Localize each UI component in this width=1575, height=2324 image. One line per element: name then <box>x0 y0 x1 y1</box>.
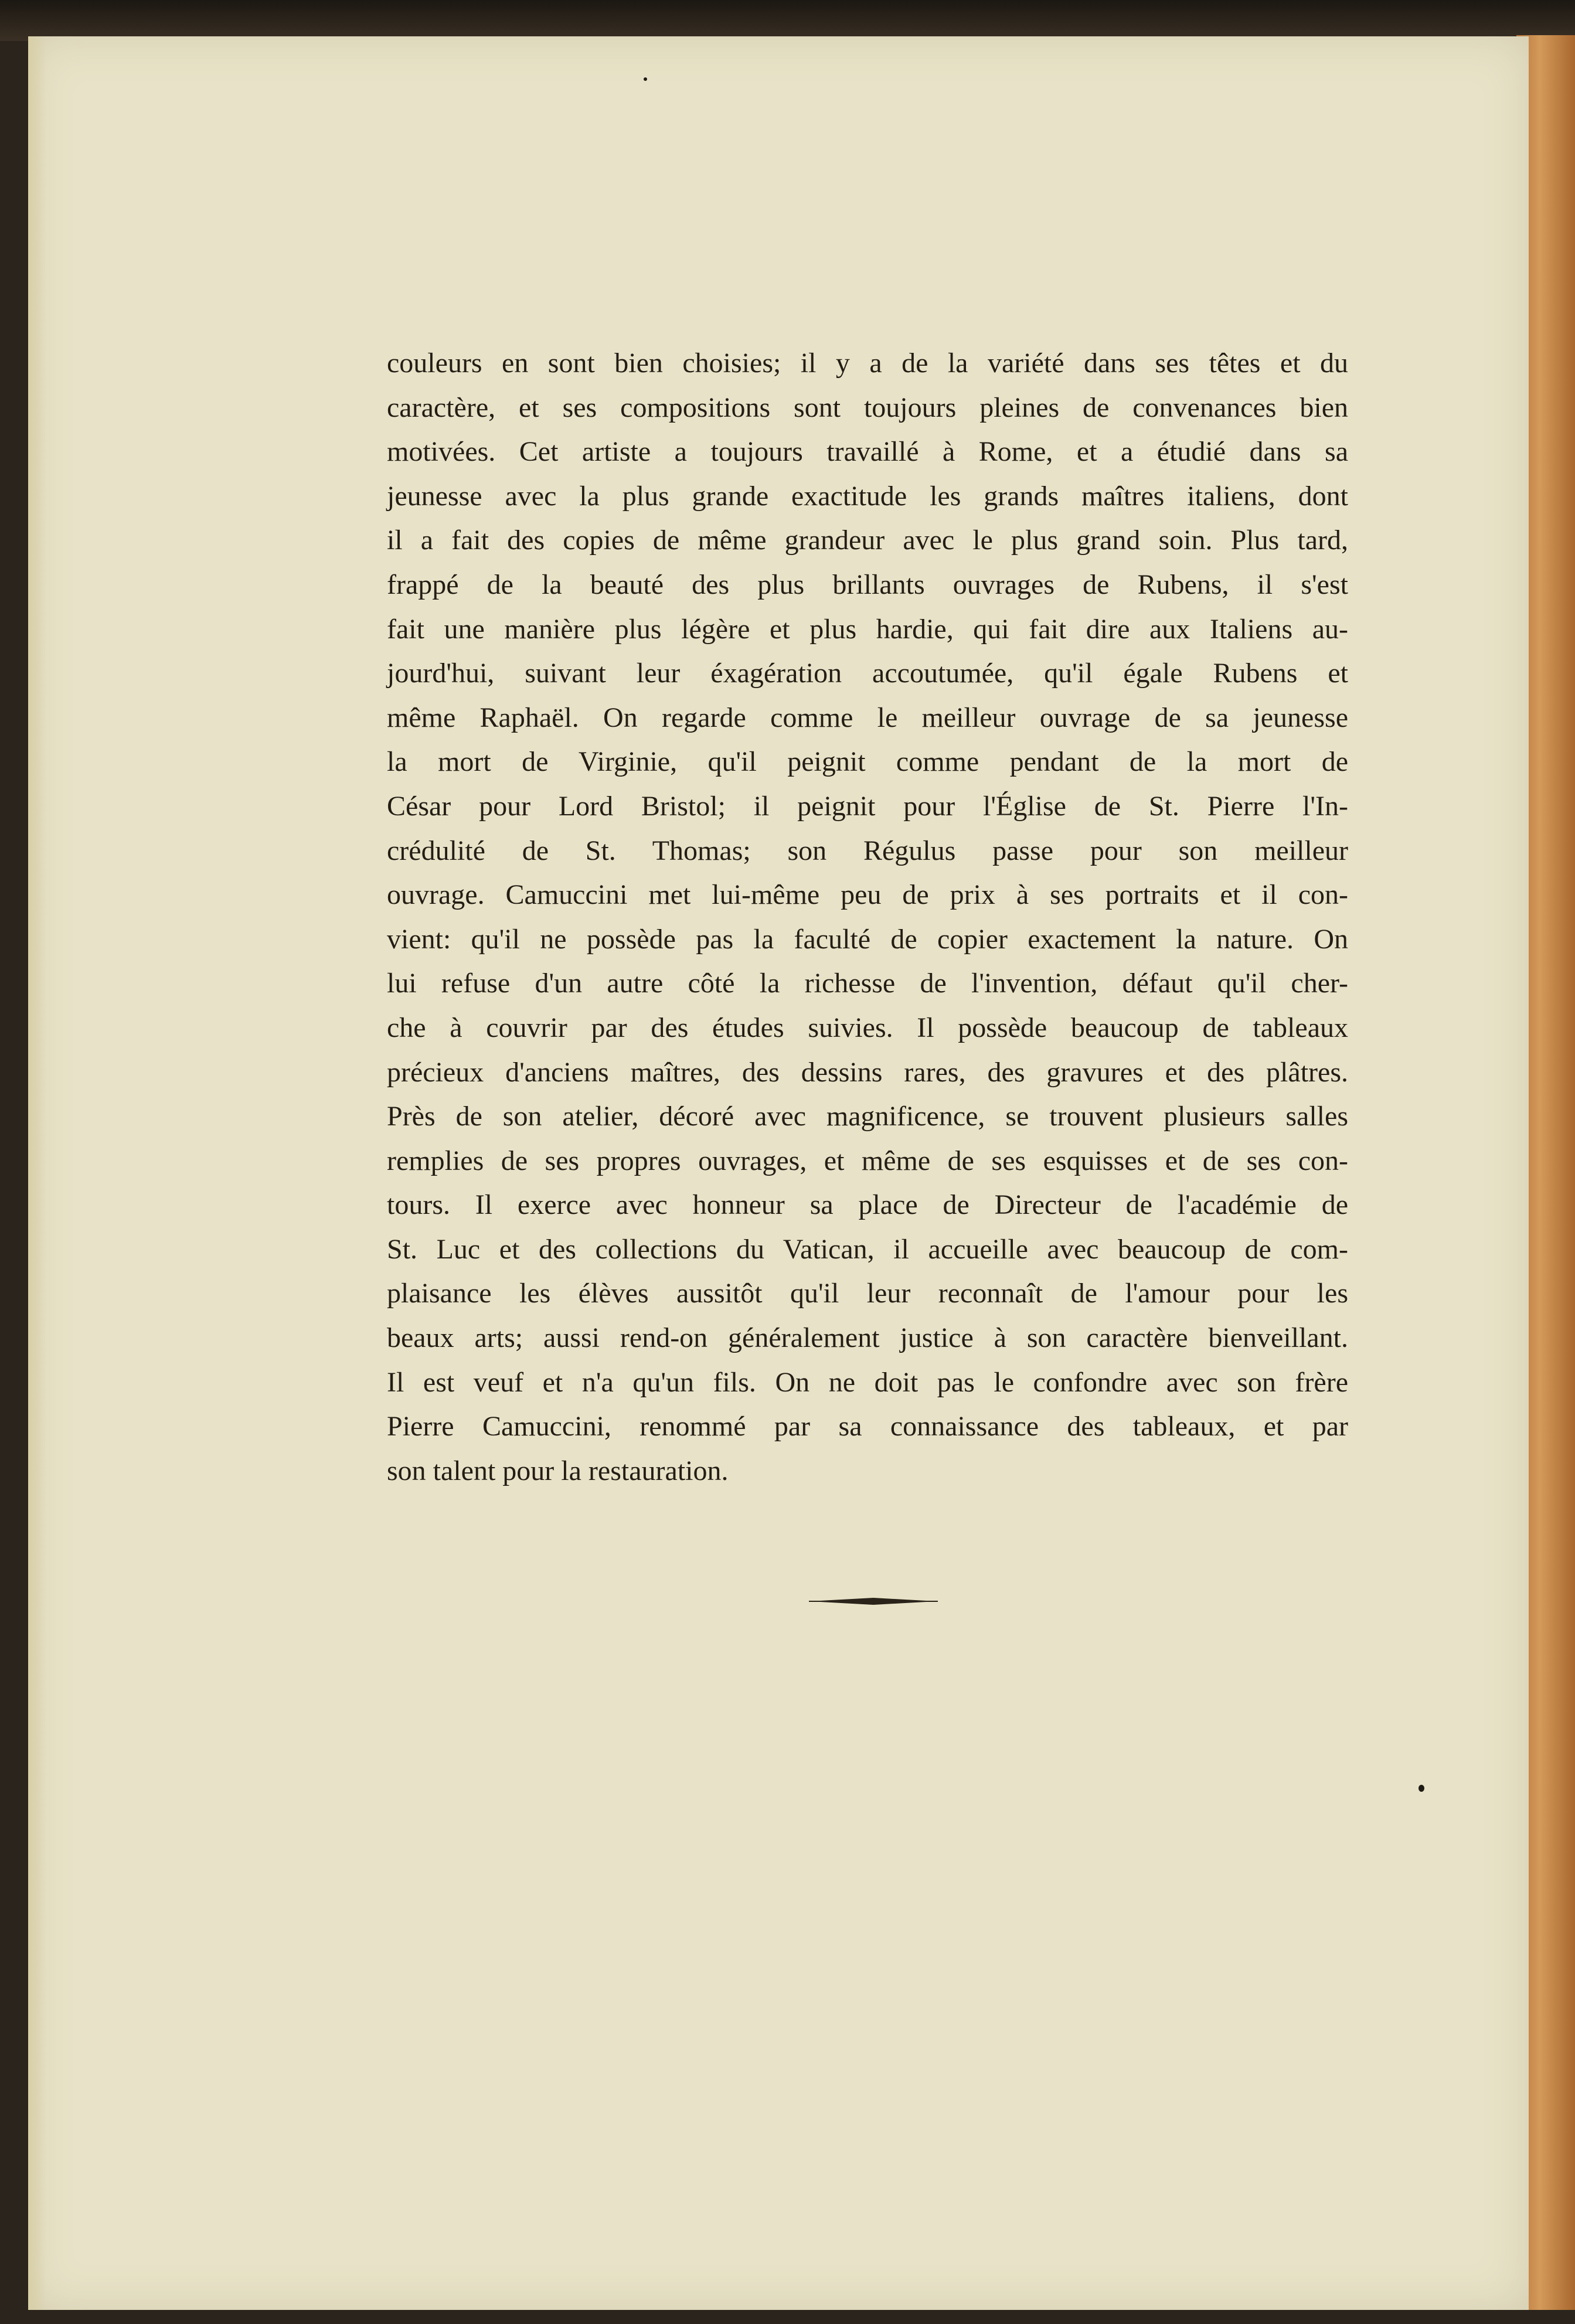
text-line: crédulité de St. Thomas; son Régulus passe pour son meilleur <box>387 835 1348 866</box>
text-line: César pour Lord Bristol; il peignit pour l'Église de St. Pierre l'In- <box>387 790 1348 822</box>
text-line: la mort de Virginie, qu'il peignit comme pendant de la mort de <box>387 746 1348 778</box>
text-line: fait une manière plus légère et plus hardie, qui fait dire aux Italiens au- <box>387 613 1348 645</box>
scan-bottom <box>0 2310 1575 2324</box>
text-line-final: son talent pour la restauration. <box>387 1455 729 1486</box>
ink-speck <box>1418 1785 1424 1792</box>
text-line: couleurs en sont bien choisies; il y a de la variété dans ses têtes et du <box>387 348 1348 379</box>
text-line: tours. Il exerce avec honneur sa place de Directeur de l'académie de <box>387 1189 1348 1221</box>
text-line: précieux d'anciens maîtres, des dessins rares, des gravures et des plâtres. <box>387 1056 1348 1088</box>
text-line: même Raphaël. On regarde comme le meilleur ouvrage de sa jeunesse <box>387 702 1348 733</box>
text-line: ouvrage. Camuccini met lui-même peu de prix à ses portraits et il con- <box>387 879 1348 911</box>
tail-piece-rule-icon <box>809 1594 938 1608</box>
text-line: lui refuse d'un autre côté la richesse de l'invention, défaut qu'il cher- <box>387 968 1348 999</box>
text-line: Pierre Camuccini, renommé par sa connaissance des tableaux, et par <box>387 1411 1348 1442</box>
text-line: plaisance les élèves aussitôt qu'il leur reconnaît de l'amour pour les <box>387 1278 1348 1309</box>
text-line: Près de son atelier, décoré avec magnificence, se trouvent plusieurs salles <box>387 1101 1348 1132</box>
text-line: frappé de la beauté des plus brillants ouvrages de Rubens, il s'est <box>387 569 1348 600</box>
text-line: il a fait des copies de même grandeur avec le plus grand soin. Plus tard, <box>387 525 1348 556</box>
text-line: che à couvrir par des études suivies. Il possède beaucoup de tableaux <box>387 1012 1348 1043</box>
text-line: jeunesse avec la plus grande exactitude les grands maîtres italiens, dont <box>387 480 1348 512</box>
text-line: caractère, et ses compositions sont toujours pleines de convenances bien <box>387 392 1348 423</box>
text-line: beaux arts; aussi rend-on généralement justice à son caractère bienveillant. <box>387 1322 1348 1354</box>
text-line: vient: qu'il ne possède pas la faculté de copier exactement la nature. On <box>387 923 1348 955</box>
text-line: motivées. Cet artiste a toujours travaillé à Rome, et a étudié dans sa <box>387 436 1348 468</box>
scan-background <box>0 0 1575 41</box>
text-line: St. Luc et des collections du Vatican, il accueille avec beaucoup de com- <box>387 1233 1348 1265</box>
body-text <box>387 341 1348 1493</box>
ink-speck <box>644 77 647 81</box>
text-line: Il est veuf et n'a qu'un fils. On ne doit pas le confondre avec son frère <box>387 1366 1348 1398</box>
text-line: remplies de ses propres ouvrages, et même de ses esquisses et de ses con- <box>387 1145 1348 1176</box>
text-line: jourd'hui, suivant leur éxagération accoutumée, qu'il égale Rubens et <box>387 658 1348 689</box>
